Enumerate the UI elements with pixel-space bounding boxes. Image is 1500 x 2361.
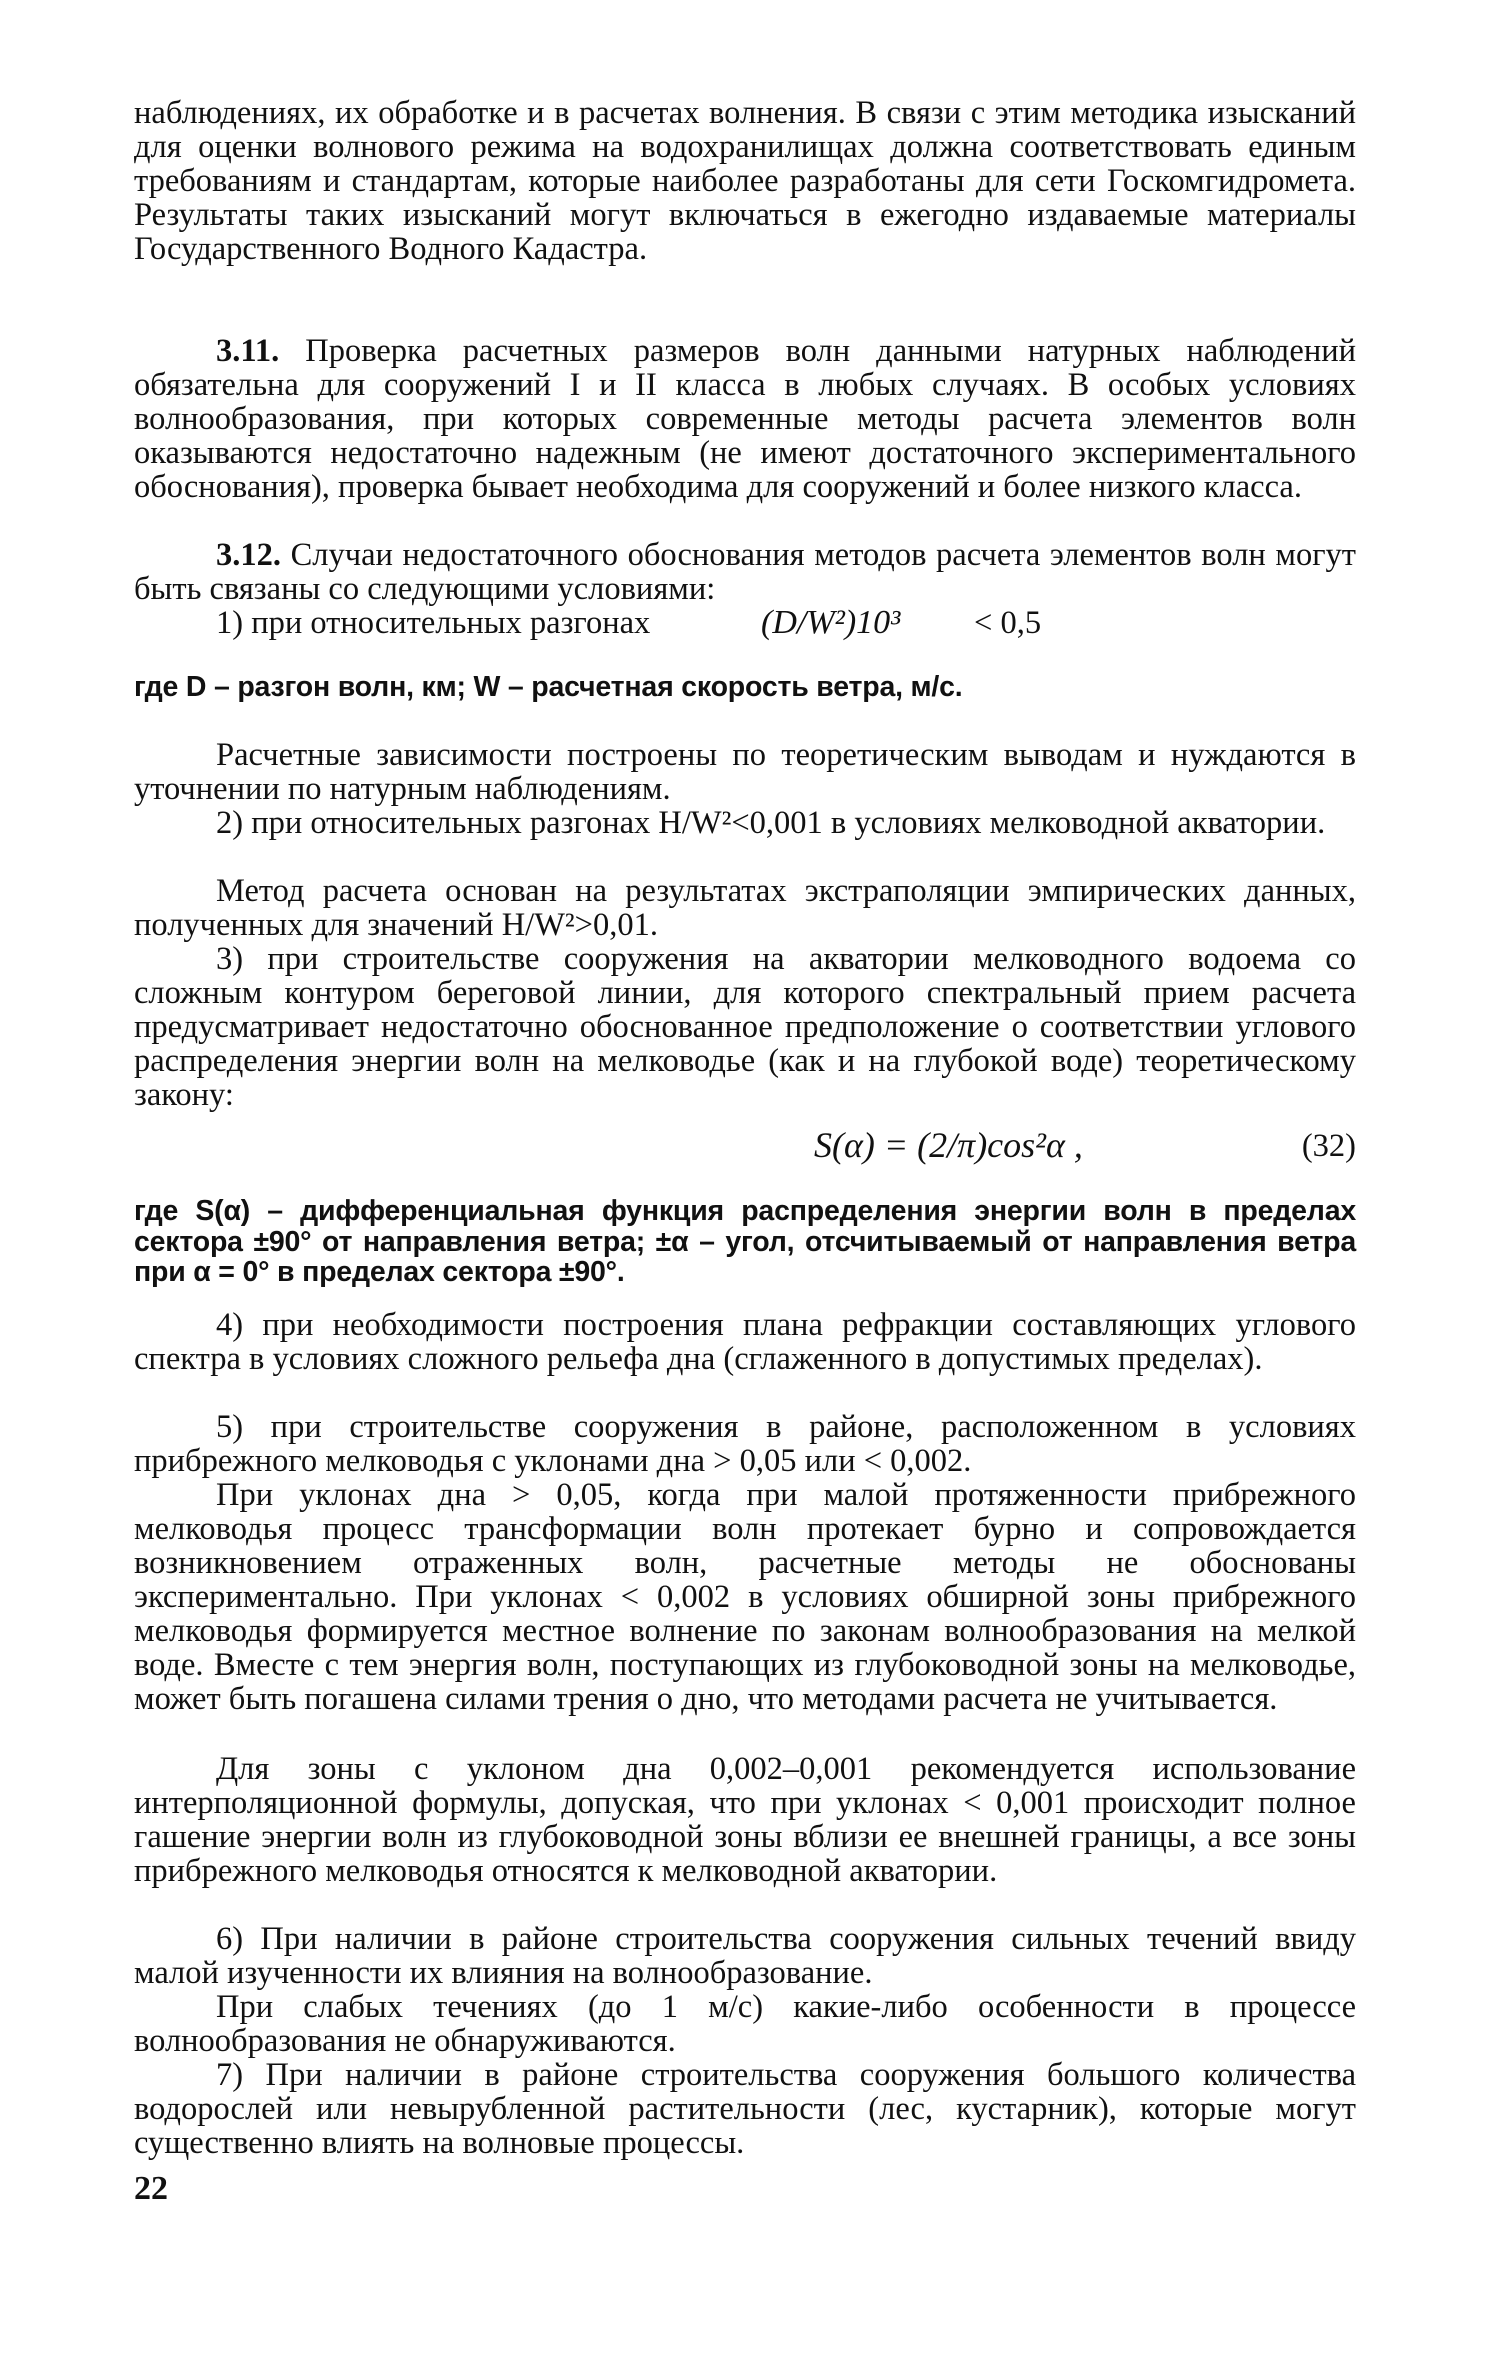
- section-3-11: [134, 334, 1356, 504]
- section-number: 3.12.: [216, 537, 281, 573]
- condition-text: 7) При наличии в районе строительства сооружения большого количества водорослей или невырубленной растительности (лес, кустарник), которые могут существенно влиять на волновые процессы.: [134, 2057, 1356, 2161]
- slopes-paragraph: [134, 1478, 1356, 1716]
- zone-paragraph: [134, 1752, 1356, 1888]
- formula-expression: S(α) = (2/π)cos²α ,: [814, 1125, 1083, 1165]
- condition-text: 3) при строительстве сооружения на акватории мелководного водоема со сложным контуром береговой линии, для которого спектральный прием расчета предусматривает недостаточно обоснованное предположение о соответствии углового распределения энергии волн на мелководье (как и на глубокой воде) теоретическому закону:: [134, 941, 1356, 1113]
- dependency-paragraph: [134, 738, 1356, 806]
- where-text: где S(α) – дифференциальная функция распределения энергии волн в пределах сектора ±90° от направления ветра; ±α – угол, отсчитываемый от направления ветра при α = 0° в пределах сектора ±90°.: [134, 1195, 1356, 1288]
- page-number: 22: [134, 2170, 168, 2207]
- section-number: 3.11.: [216, 333, 280, 369]
- where-definition-1: [134, 672, 1356, 703]
- weak-currents-paragraph: [134, 1990, 1356, 2058]
- condition-text: 4) при необходимости построения плана рефракции составляющих углового спектра в условиях сложного рельефа дна (сглаженного в допустимых пределах).: [134, 1307, 1356, 1377]
- intro-paragraph: [134, 96, 1356, 266]
- method-paragraph: [134, 874, 1356, 942]
- where-definition-2: [134, 1196, 1356, 1288]
- where-text: где D – разгон волн, км; W – расчетная скорость ветра, м/с.: [134, 671, 963, 703]
- paragraph-text: Метод расчета основан на результатах экстраполяции эмпирических данных, полученных для значений H/W²>0,01.: [134, 873, 1356, 943]
- condition-text: 2) при относительных разгонах H/W²<0,001 в условиях мелководной акватории.: [216, 805, 1326, 841]
- condition-text: 1) при относительных разгонах: [216, 605, 651, 641]
- paragraph-text: Для зоны с уклоном дна 0,002–0,001 рекомендуется использование интерполяционной формулы, допуская, что при уклонах < 0,001 происходит полное гашение энергии волн из глубоководной зоны вблизи ее внешней границы, а все зоны прибрежного мелководья относятся к мелководной акватории.: [134, 1751, 1356, 1889]
- section-text: Случаи недостаточного обоснования методов расчета элементов волн могут быть связаны со следующими условиями:: [134, 537, 1356, 607]
- section-3-12: [134, 538, 1356, 606]
- section-text: Проверка расчетных размеров волн данными натурных наблюдений обязательна для сооружений I и II класса в любых случаях. В особых условиях волнообразования, при которых современные методы расчета элементов волн оказываются недостаточно надежным (не имеют достаточного экспериментального обоснования), проверка бывает необходима для сооружений и более низкого класса.: [134, 333, 1356, 505]
- condition-text: 5) при строительстве сооружения в районе, расположенном в условиях прибрежного мелководья с уклонами дна > 0,05 или < 0,002.: [134, 1409, 1356, 1479]
- condition-text: 6) При наличии в районе строительства сооружения сильных течений ввиду малой изученности их влияния на волнообразование.: [134, 1921, 1356, 1991]
- paragraph-text: Расчетные зависимости построены по теоретическим выводам и нуждаются в уточнении по натурным наблюдениям.: [134, 737, 1356, 807]
- equation-number: (32): [1301, 1128, 1356, 1164]
- paragraph-text: наблюдениях, их обработке и в расчетах волнения. В связи с этим методика изысканий для оценки волнового режима на водохранилищах должна соответствовать единым требованиям и стандартам, которые наиболее разработаны для сети Госкомгидромета. Результаты таких изысканий могут включаться в ежегодно издаваемые материалы Государственного Водного Кадастра.: [134, 95, 1356, 267]
- condition-2: [134, 806, 1356, 840]
- paragraph-text: При уклонах дна > 0,05, когда при малой протяженности прибрежного мелководья процесс трансформации волн протекает бурно и сопровождается возникновением отраженных волн, расчетные методы не обоснованы экспериментально. При уклонах < 0,002 в условиях обширной зоны прибрежного мелководья формируется местное волнение по законам волнообразования на мелкой воде. Вместе с тем энергия волн, поступающих из глубоководной зоны на мелководье, может быть погашена силами трения о дно, что методами расчета не учитывается.: [134, 1477, 1356, 1717]
- paragraph-text: При слабых течениях (до 1 м/с) какие-либо особенности в процессе волнообразования не обнаруживаются.: [134, 1989, 1356, 2059]
- condition-4: [134, 1308, 1356, 1376]
- condition-3: [134, 942, 1356, 1112]
- formula-32: [134, 1124, 1356, 1184]
- condition-compare: < 0,5: [974, 605, 1042, 641]
- condition-formula: (D/W²)10³: [761, 604, 901, 641]
- condition-5: [134, 1410, 1356, 1478]
- condition-7: [134, 2058, 1356, 2160]
- condition-6: [134, 1922, 1356, 1990]
